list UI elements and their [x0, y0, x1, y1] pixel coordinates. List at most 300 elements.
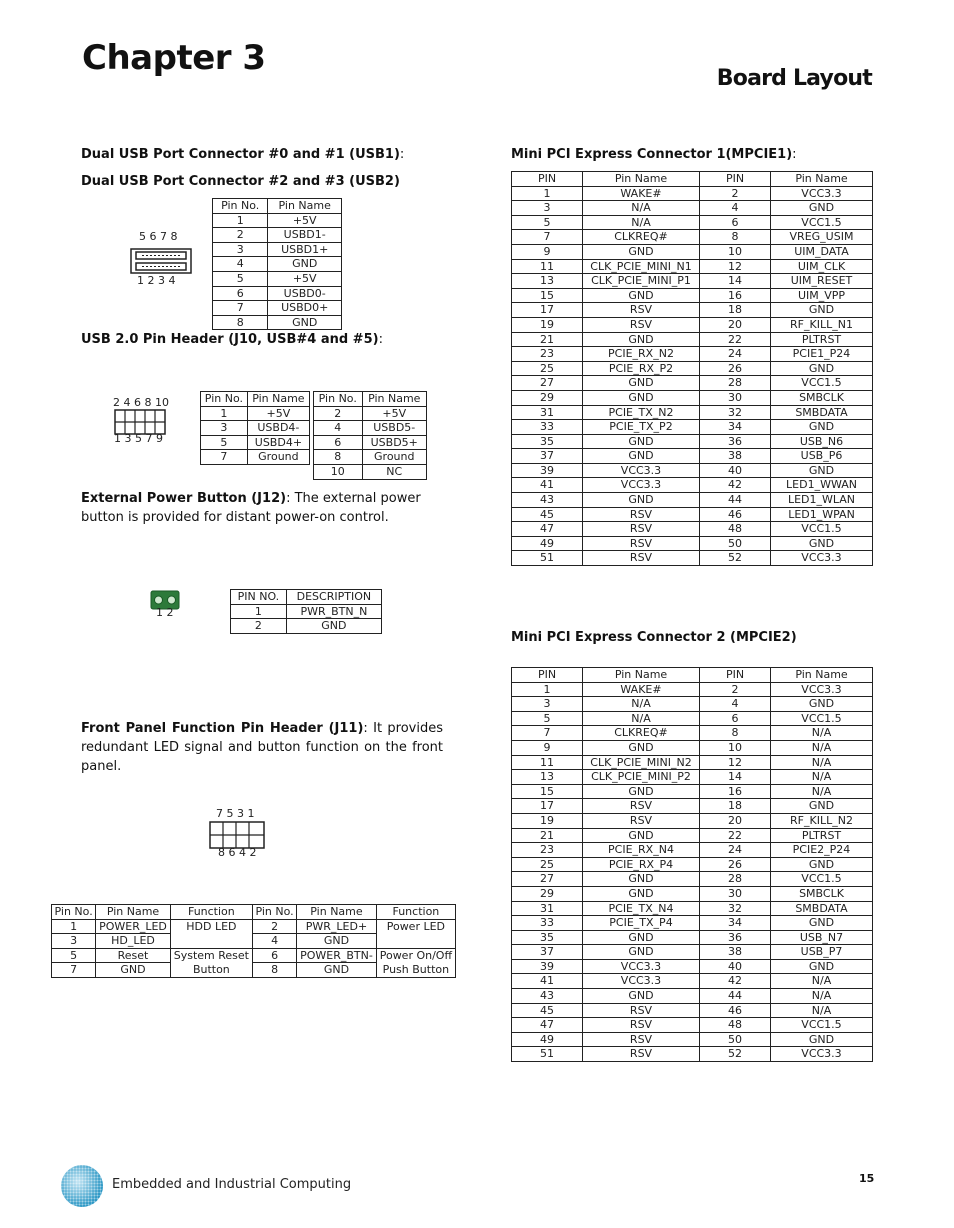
cell: PCIE_RX_N4 [583, 843, 700, 858]
cell: 10 [314, 464, 363, 479]
cell: GND [583, 945, 700, 960]
mpcie1-heading [511, 147, 797, 162]
cell: +5V [268, 271, 342, 286]
cell: 2 [314, 406, 363, 421]
header-cell: Pin Name [268, 199, 342, 214]
cell: N/A [771, 784, 873, 799]
usb1-title: Dual USB Port Connector #0 and #1 (USB1) [81, 147, 400, 162]
cell: 16 [700, 288, 771, 303]
cell: 6 [252, 948, 296, 963]
table-row [512, 843, 873, 858]
table-row [512, 945, 873, 960]
table-row [512, 361, 873, 376]
cell: 26 [700, 361, 771, 376]
cell: 45 [512, 1003, 583, 1018]
cell: 12 [700, 259, 771, 274]
cell: VCC3.3 [771, 551, 873, 566]
front-pin-table [51, 904, 456, 978]
cell: Ground [362, 450, 426, 465]
cell: CLK_PCIE_MINI_N1 [583, 259, 700, 274]
cell: N/A [771, 770, 873, 785]
cell: 33 [512, 420, 583, 435]
cell: GND [771, 303, 873, 318]
cell: 27 [512, 376, 583, 391]
cell: GND [771, 536, 873, 551]
cell: 50 [700, 536, 771, 551]
cell: 5 [52, 948, 96, 963]
cell: 17 [512, 799, 583, 814]
table-row [512, 478, 873, 493]
cell: VCC3.3 [771, 186, 873, 201]
cell: N/A [771, 755, 873, 770]
company-logo-icon [60, 1164, 104, 1208]
cell: PLTRST [771, 828, 873, 843]
table-row [512, 1003, 873, 1018]
cell: PCIE_RX_P4 [583, 857, 700, 872]
cell: GND [583, 244, 700, 259]
cell: GND [583, 886, 700, 901]
cell: 7 [512, 726, 583, 741]
cell: 41 [512, 478, 583, 493]
cell: GND [771, 463, 873, 478]
cell: 37 [512, 945, 583, 960]
usb20-bottom-label: 1 3 5 7 9 [114, 432, 163, 445]
table-row [314, 464, 427, 479]
table-row [512, 1047, 873, 1062]
header-cell: Pin Name [583, 668, 700, 683]
table-row [512, 186, 873, 201]
table-row [52, 919, 456, 934]
cell: GND [583, 989, 700, 1004]
cell: WAKE# [583, 682, 700, 697]
cell: 13 [512, 770, 583, 785]
table-row [201, 421, 310, 436]
cell: 7 [512, 230, 583, 245]
table-header-row [512, 668, 873, 683]
cell: 42 [700, 974, 771, 989]
cell: VCC3.3 [771, 682, 873, 697]
table-row [512, 989, 873, 1004]
cell: 45 [512, 507, 583, 522]
cell: 3 [512, 697, 583, 712]
cell: PCIE2_P24 [771, 843, 873, 858]
usb-connector-icon [130, 248, 192, 274]
cell: CLKREQ# [583, 726, 700, 741]
header-cell: Pin Name [96, 905, 171, 920]
cell: LED1_WPAN [771, 507, 873, 522]
cell: 6 [314, 435, 363, 450]
table-row [231, 619, 382, 634]
cell: 5 [512, 711, 583, 726]
cell: 32 [700, 405, 771, 420]
cell: 8 [314, 450, 363, 465]
cell: 51 [512, 1047, 583, 1062]
table-row [512, 376, 873, 391]
cell: N/A [771, 740, 873, 755]
cell: 43 [512, 989, 583, 1004]
cell: SMBDATA [771, 405, 873, 420]
power-desc: : The external power button is provided for distant power-on control. [81, 491, 421, 525]
cell: GND [771, 361, 873, 376]
cell: 18 [700, 799, 771, 814]
cell: USB_P7 [771, 945, 873, 960]
cell: Power On/Off [376, 948, 455, 963]
cell: 47 [512, 522, 583, 537]
cell: 8 [213, 315, 268, 330]
cell: 11 [512, 755, 583, 770]
mpcie2-heading: Mini PCI Express Connector 2 (MPCIE2) [511, 630, 797, 645]
usb20-heading [81, 332, 383, 347]
cell: 24 [700, 347, 771, 362]
usb20-top-label: 2 4 6 8 10 [113, 396, 169, 409]
header-cell: PIN [700, 668, 771, 683]
cell: PCIE_TX_P2 [583, 420, 700, 435]
cell: GND [583, 390, 700, 405]
table-row [213, 213, 342, 228]
cell: RSV [583, 1018, 700, 1033]
cell: 48 [700, 1018, 771, 1033]
cell: USBD1- [268, 228, 342, 243]
header-cell: Pin No. [52, 905, 96, 920]
cell: 4 [700, 697, 771, 712]
table-header-row [314, 392, 427, 407]
cell: 26 [700, 857, 771, 872]
cell: +5V [362, 406, 426, 421]
cell: 5 [213, 271, 268, 286]
footer-company: Embedded and Industrial Computing [112, 1177, 352, 1192]
cell: UIM_DATA [771, 244, 873, 259]
cell: 30 [700, 886, 771, 901]
mpcie2-pin-table [511, 667, 873, 1062]
power-pin-table [230, 589, 382, 634]
cell [376, 934, 455, 949]
cell: N/A [583, 711, 700, 726]
cell: Push Button [376, 963, 455, 978]
cell: GND [583, 493, 700, 508]
cell: 31 [512, 901, 583, 916]
cell: 6 [700, 711, 771, 726]
cell: Power LED [376, 919, 455, 934]
cell: 4 [252, 934, 296, 949]
table-row [512, 551, 873, 566]
cell: 27 [512, 872, 583, 887]
cell: 25 [512, 857, 583, 872]
cell: UIM_CLK [771, 259, 873, 274]
cell: 46 [700, 1003, 771, 1018]
cell: VCC3.3 [583, 463, 700, 478]
cell: VCC3.3 [771, 1047, 873, 1062]
cell: VCC1.5 [771, 711, 873, 726]
cell: 4 [314, 421, 363, 436]
cell: N/A [583, 201, 700, 216]
cell: Ground [247, 450, 309, 465]
table-row [512, 420, 873, 435]
table-row [512, 405, 873, 420]
cell: 31 [512, 405, 583, 420]
cell: RSV [583, 507, 700, 522]
cell: 22 [700, 828, 771, 843]
cell: 10 [700, 740, 771, 755]
cell: 49 [512, 1032, 583, 1047]
cell [170, 934, 252, 949]
table-row [512, 332, 873, 347]
usb20-title: USB 2.0 Pin Header (J10, USB#4 and #5) [81, 332, 379, 347]
cell: 5 [512, 215, 583, 230]
table-row [52, 948, 456, 963]
header-cell: PIN [512, 668, 583, 683]
cell: GND [583, 434, 700, 449]
table-row [512, 274, 873, 289]
power-pin-label: 1 2 [156, 606, 174, 619]
cell: 52 [700, 1047, 771, 1062]
cell: 19 [512, 813, 583, 828]
table-row [512, 230, 873, 245]
cell: GND [771, 857, 873, 872]
cell: GND [583, 828, 700, 843]
mpcie1-title: Mini PCI Express Connector 1(MPCIE1) [511, 147, 793, 162]
cell: GND [771, 201, 873, 216]
cell: GND [297, 934, 377, 949]
table-row [512, 813, 873, 828]
cell: PWR_LED+ [297, 919, 377, 934]
table-row [512, 288, 873, 303]
cell: VCC1.5 [771, 522, 873, 537]
cell: POWER_LED [96, 919, 171, 934]
cell: 28 [700, 872, 771, 887]
cell: USBD4+ [247, 435, 309, 450]
cell: 24 [700, 843, 771, 858]
cell: 38 [700, 449, 771, 464]
cell: 2 [231, 619, 287, 634]
cell: 1 [231, 604, 287, 619]
front-title: Front Panel Function Pin Header (J11) [81, 721, 364, 736]
table-row [512, 303, 873, 318]
cell: LED1_WLAN [771, 493, 873, 508]
cell: +5V [268, 213, 342, 228]
table-row [512, 784, 873, 799]
cell: N/A [771, 726, 873, 741]
header-cell: DESCRIPTION [286, 590, 381, 605]
cell: RF_KILL_N1 [771, 317, 873, 332]
usb1-suffix: : [399, 147, 405, 162]
cell: WAKE# [583, 186, 700, 201]
cell: 43 [512, 493, 583, 508]
cell: 20 [700, 317, 771, 332]
cell: PCIE_TX_N2 [583, 405, 700, 420]
table-row [512, 522, 873, 537]
cell: VREG_USIM [771, 230, 873, 245]
cell: RSV [583, 799, 700, 814]
table-row [512, 449, 873, 464]
table-row [213, 242, 342, 257]
cell: GND [268, 257, 342, 272]
section-title: Board Layout [716, 66, 872, 91]
header-cell: Pin Name [362, 392, 426, 407]
header-cell: PIN NO. [231, 590, 287, 605]
cell: +5V [247, 406, 309, 421]
table-row [512, 434, 873, 449]
cell: 34 [700, 420, 771, 435]
cell: RSV [583, 317, 700, 332]
table-row [512, 770, 873, 785]
table-row [213, 228, 342, 243]
table-row [213, 271, 342, 286]
cell: 52 [700, 551, 771, 566]
cell: 32 [700, 901, 771, 916]
cell: GND [583, 376, 700, 391]
cell: RSV [583, 522, 700, 537]
cell: 3 [201, 421, 248, 436]
table-row [314, 421, 427, 436]
table-row [512, 507, 873, 522]
cell: GND [297, 963, 377, 978]
cell: 49 [512, 536, 583, 551]
cell: GND [96, 963, 171, 978]
cell: RSV [583, 536, 700, 551]
cell: UIM_VPP [771, 288, 873, 303]
cell: GND [583, 449, 700, 464]
table-row [512, 872, 873, 887]
cell: 34 [700, 916, 771, 931]
cell: RSV [583, 813, 700, 828]
cell: GND [268, 315, 342, 330]
table-row [512, 493, 873, 508]
cell: GND [583, 332, 700, 347]
cell: 8 [252, 963, 296, 978]
cell: RSV [583, 1003, 700, 1018]
cell: 42 [700, 478, 771, 493]
cell: 9 [512, 244, 583, 259]
cell: 41 [512, 974, 583, 989]
usb2-heading: Dual USB Port Connector #2 and #3 (USB2) [81, 174, 400, 189]
cell: 25 [512, 361, 583, 376]
cell: USB_N6 [771, 434, 873, 449]
header-cell: PIN [700, 172, 771, 187]
cell: 16 [700, 784, 771, 799]
cell: RSV [583, 1047, 700, 1062]
cell: 7 [213, 301, 268, 316]
table-header-row [213, 199, 342, 214]
cell: 39 [512, 959, 583, 974]
cell: PCIE1_P24 [771, 347, 873, 362]
table-row [512, 259, 873, 274]
cell: 40 [700, 959, 771, 974]
cell: CLKREQ# [583, 230, 700, 245]
cell: 20 [700, 813, 771, 828]
cell: 35 [512, 930, 583, 945]
table-row [512, 886, 873, 901]
cell: GND [771, 697, 873, 712]
cell: 9 [512, 740, 583, 755]
cell: 18 [700, 303, 771, 318]
usb20-left-table [200, 391, 310, 465]
cell: 1 [213, 213, 268, 228]
table-row [512, 901, 873, 916]
cell: USB_P6 [771, 449, 873, 464]
cell: VCC1.5 [771, 376, 873, 391]
cell: 2 [700, 682, 771, 697]
cell: VCC1.5 [771, 872, 873, 887]
cell: 22 [700, 332, 771, 347]
cell: System Reset [170, 948, 252, 963]
cell: 3 [512, 201, 583, 216]
cell: 44 [700, 989, 771, 1004]
table-row [512, 347, 873, 362]
cell: 36 [700, 930, 771, 945]
cell: SMBDATA [771, 901, 873, 916]
table-row [213, 315, 342, 330]
table-header-row [231, 590, 382, 605]
header-cell: Pin No. [201, 392, 248, 407]
table-header-row [201, 392, 310, 407]
table-row [512, 682, 873, 697]
cell: PCIE_TX_N4 [583, 901, 700, 916]
cell: CLK_PCIE_MINI_N2 [583, 755, 700, 770]
table-row [314, 435, 427, 450]
cell: 4 [700, 201, 771, 216]
cell: 51 [512, 551, 583, 566]
cell: 29 [512, 886, 583, 901]
cell: PCIE_RX_P2 [583, 361, 700, 376]
table-row [512, 974, 873, 989]
header-cell: Pin No. [252, 905, 296, 920]
mpcie1-suffix: : [792, 147, 797, 162]
front-header-icon [209, 821, 265, 849]
cell: GND [583, 872, 700, 887]
table-row [512, 916, 873, 931]
cell: N/A [583, 215, 700, 230]
cell: VCC3.3 [583, 959, 700, 974]
cell: 21 [512, 332, 583, 347]
cell: 11 [512, 259, 583, 274]
table-header-row [52, 905, 456, 920]
table-row [512, 244, 873, 259]
cell: USBD5+ [362, 435, 426, 450]
cell: 1 [512, 186, 583, 201]
front-bottom-label: 8 6 4 2 [218, 846, 257, 859]
chapter-title: Chapter 3 [82, 38, 266, 78]
table-row [512, 857, 873, 872]
cell: N/A [771, 1003, 873, 1018]
cell: 44 [700, 493, 771, 508]
table-row [201, 406, 310, 421]
header-cell: PIN [512, 172, 583, 187]
cell: RSV [583, 1032, 700, 1047]
cell: LED1_WWAN [771, 478, 873, 493]
table-row [512, 201, 873, 216]
cell: VCC3.3 [583, 974, 700, 989]
cell: 6 [213, 286, 268, 301]
page-number: 15 [859, 1172, 875, 1185]
front-desc: : It provides redundant LED signal and button function on the front panel. [81, 721, 444, 774]
header-cell: Pin Name [771, 172, 873, 187]
cell: 13 [512, 274, 583, 289]
cell: 7 [201, 450, 248, 465]
table-row [231, 604, 382, 619]
cell: 23 [512, 347, 583, 362]
cell: 33 [512, 916, 583, 931]
cell: CLK_PCIE_MINI_P2 [583, 770, 700, 785]
table-row [512, 755, 873, 770]
cell: GND [286, 619, 381, 634]
cell: Reset [96, 948, 171, 963]
cell: 8 [700, 230, 771, 245]
cell: 46 [700, 507, 771, 522]
table-row [512, 697, 873, 712]
cell: 8 [700, 726, 771, 741]
cell: 36 [700, 434, 771, 449]
cell: N/A [583, 697, 700, 712]
